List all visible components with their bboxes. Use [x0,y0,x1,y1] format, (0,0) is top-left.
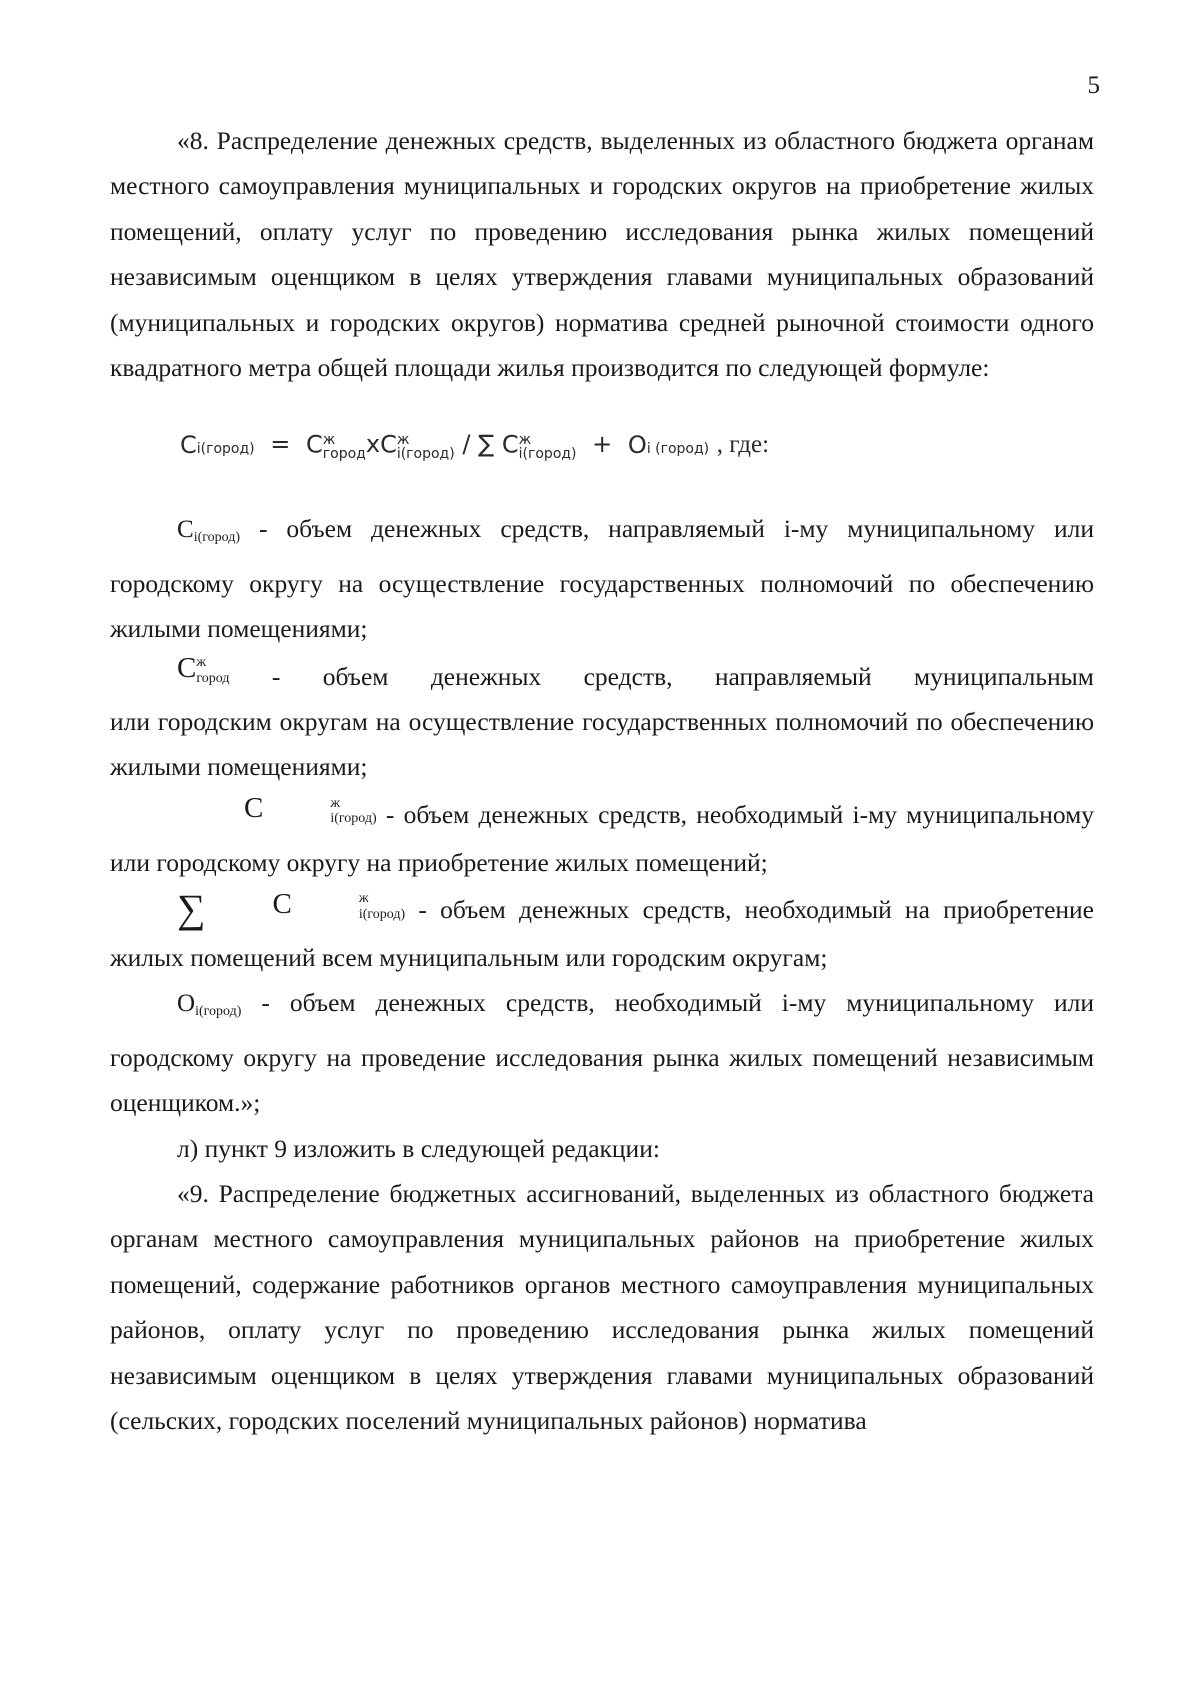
formula-multiply: x [365,430,381,459]
formula-divide: / [462,430,471,459]
paragraph-8: «8. Распределение денежных средств, выделенных из областного бюджета органам местного самоуправления муниципальных и городских округов на приобретение жилых помещений, оплату услуг по проведению исследования рынка жилых помещений независимым оценщиком в целях утверждения главами муниципальных образований (муниципальных и городских округов) норматива средней рыночной стоимости одного квадратного метра общей площади жилья производится по следующей формуле: [110,126,1094,383]
definition-c-i: Ci(город) - объем денежных средств, направляемый i-му муниципальному или городскому округу на осуществление государственных полномочий по обеспечению жилыми помещениями; [110,514,1094,644]
formula-term-needed: C ж i(город) [380,430,455,463]
definition-o-i-symbol: Oi(город) [177,990,242,1020]
definition-c-i-symbol: Ci(город) [177,516,241,546]
formula-tail: , где: [716,431,770,459]
formula-plus: + [592,430,613,459]
distribution-formula [180,430,1094,474]
formula-term-sum: C ж i(город) [501,430,577,463]
definition-sum-sigma: ∑ [177,885,206,931]
paragraph-9: «9. Распределение бюджетных ассигнований, выделенных из областного бюджета органам местного самоуправления муниципальных районов на приобретение жилых помещений, содержание работников органов местного самоуправления муниципальных районов, оплату услуг по проведению исследования рынка жилых помещений независимым оценщиком в целях утверждения главами муниципальных образований (сельских, городских поселений муниципальных районов) норматива [110,1179,1094,1436]
definition-c-gorod-symbol: C ж город [177,651,230,686]
formula-sum: ∑ [478,430,495,459]
formula-term-assessment: Oi (город) [627,431,710,460]
definition-c-needed-symbol: C ж i(город) [244,792,377,827]
document-body [110,118,1094,1443]
formula-lhs: Ci(город) [180,431,255,460]
definition-c-gorod-row: C ж город - объем денежных средств, направляемый муниципальным [110,654,1094,699]
definition-sum: ∑ C ж i(город) - объем денежных средств, необходимый на приобретение жилых помещений всем муниципальным или городским округам; [110,887,1094,980]
formula-term-total: C ж город [306,430,366,463]
formula-equals: = [270,430,291,459]
definition-c-needed: C ж i(город) - объем денежных средств, необходимый i-му муниципальному или городскому округу на приобретение жилых помещений; [110,792,1094,885]
page-number: 5 [1087,72,1100,99]
definition-sum-symbol: C ж i(город) [272,887,406,922]
paragraph-l: л) пункт 9 изложить в следующей редакции: [177,1133,660,1163]
definition-o-i: Oi(город) - объем денежных средств, необходимый i-му муниципальному или городскому округу на проведение исследования рынка жилых помещений независимым оценщиком.»; [110,988,1094,1118]
definition-c-gorod-text: или городским округам на осуществление государственных полномочий по обеспечению жилыми помещениями; [110,707,1094,782]
